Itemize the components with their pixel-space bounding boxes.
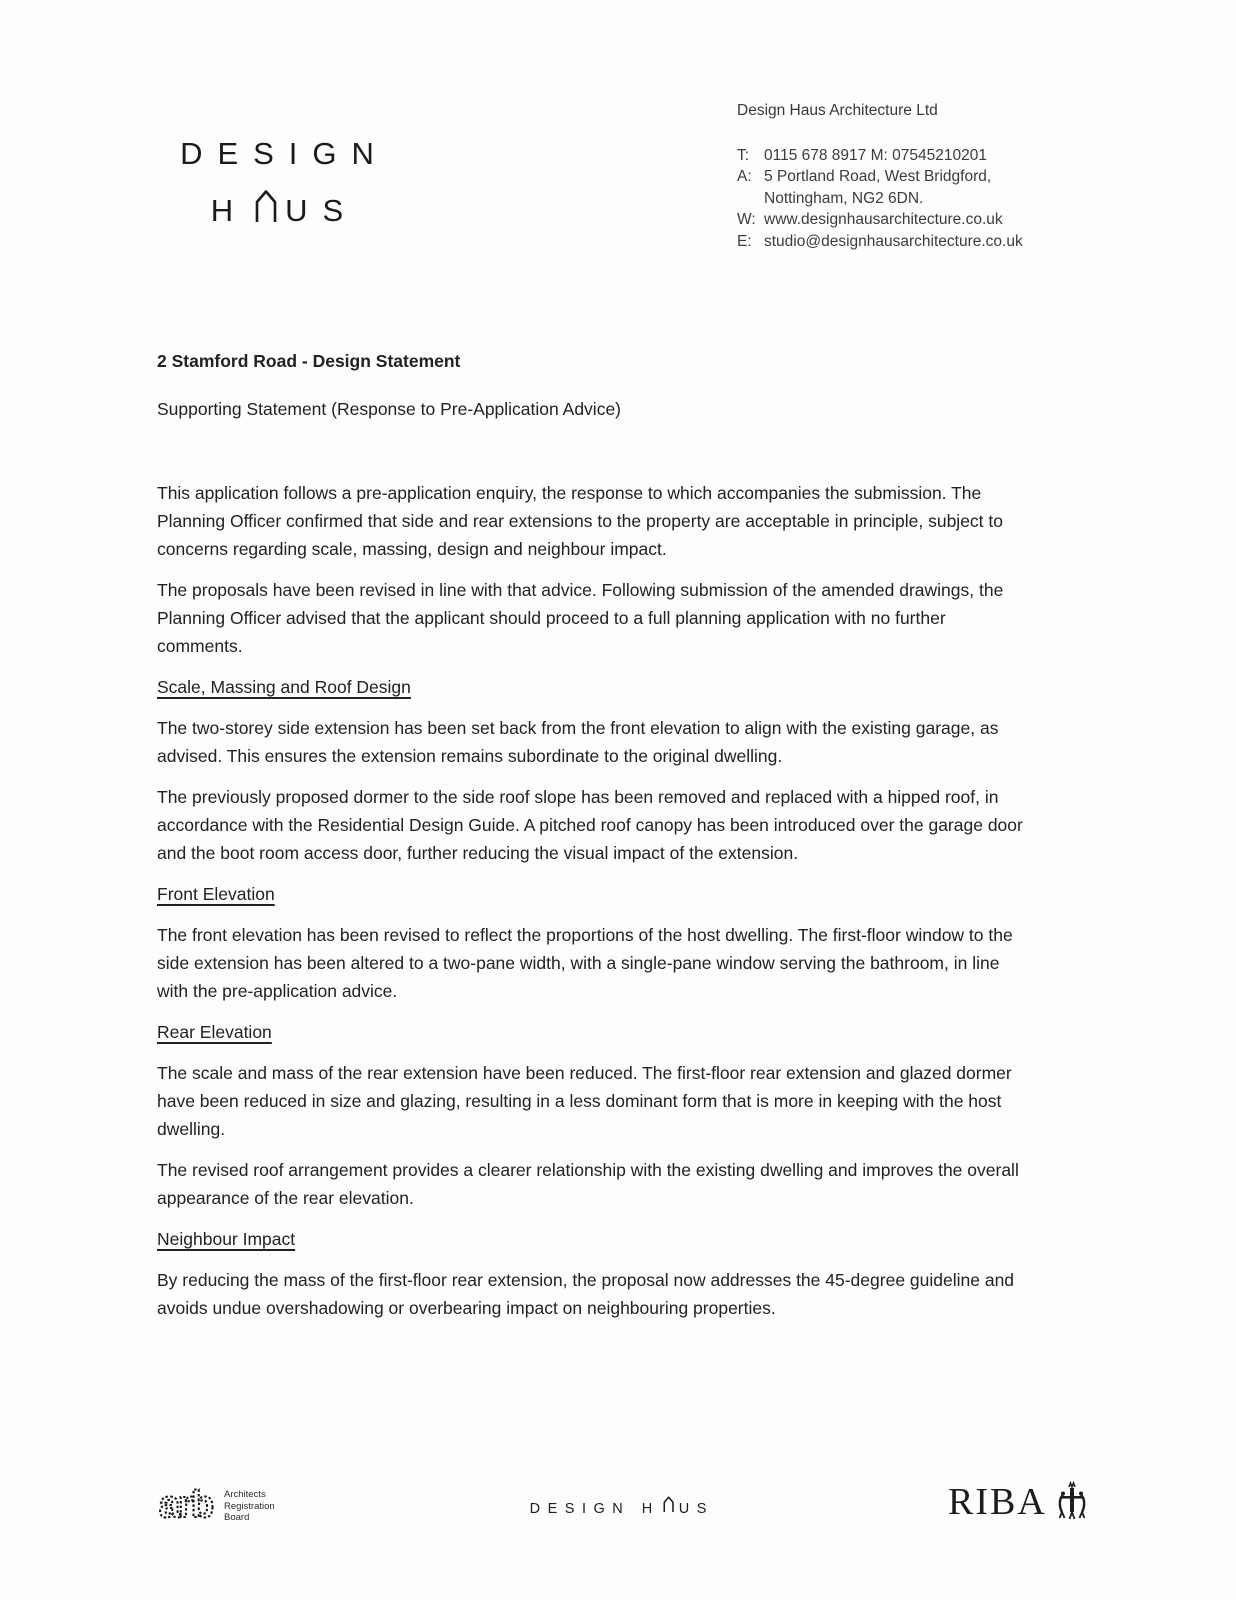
contact-label: T: bbox=[737, 146, 750, 164]
heading-front-elevation: Front Elevation bbox=[157, 884, 275, 904]
contact-block bbox=[737, 100, 1077, 252]
house-a-icon bbox=[663, 1496, 675, 1516]
email-address: studio@designhausarchitecture.co.uk bbox=[764, 232, 1023, 250]
arb-label-line-1: Architects bbox=[224, 1489, 266, 1500]
heading-neighbour-impact: Neighbour Impact bbox=[157, 1229, 296, 1249]
logo-letter-h: H bbox=[210, 193, 249, 228]
document-subtitle: Supporting Statement (Response to Pre-Application Advice) bbox=[157, 399, 622, 419]
roof-arrangement-paragraph: The revised roof arrangement provides a clearer relationship with the existing dwelling and improves the overall appearance of the rear elevation. bbox=[157, 1160, 1019, 1208]
contact-label: E: bbox=[737, 232, 752, 250]
riba-emblem-icon bbox=[1054, 1481, 1090, 1526]
front-elevation-paragraph: The front elevation has been revised to reflect the proportions of the host dwelling. The first-floor window to the side extension has been altered to a two-pane width, with a single-pane window serving the bathroom, in line with the pre-application advice. bbox=[157, 925, 1013, 1001]
logo-word-haus bbox=[210, 189, 359, 229]
contact-label: W: bbox=[737, 211, 756, 228]
dormer-paragraph: The previously proposed dormer to the side roof slope has been removed and replaced with a hipped roof, in accordance with the Residential Design Guide. A pitched roof canopy has been introduced over the garage door and the boot room access door, further reducing the visual impact of the extension. bbox=[157, 787, 1023, 863]
house-a-icon bbox=[254, 189, 278, 227]
address-line-1: 5 Portland Road, West Bridgford, bbox=[764, 168, 992, 185]
heading-rear-elevation: Rear Elevation bbox=[157, 1022, 272, 1042]
contact-line-phone bbox=[737, 145, 1077, 167]
intro-paragraph: This application follows a pre-application enquiry, the response to which accompanies the submission. The Planning Officer confirmed that side and rear extensions to the property are acceptable in principle, subject to concerns regarding scale, massing, design and neighbour impact. bbox=[157, 483, 1003, 559]
rear-elevation-paragraph: The scale and mass of the rear extension have been reduced. The first-floor rear extension and glazed dormer have been reduced in size and glazing, resulting in a less dominant form that is more in keeping with the host dwelling. bbox=[157, 1063, 1012, 1139]
riba-logo bbox=[948, 1477, 1090, 1526]
footer-design-haus-wordmark bbox=[529, 1496, 714, 1517]
design-haus-logo bbox=[157, 118, 397, 268]
riba-wordmark: RIBA bbox=[948, 1480, 1047, 1523]
website-url: www.designhausarchitecture.co.uk bbox=[764, 211, 1003, 228]
contact-line-address bbox=[737, 166, 1077, 188]
logo-letters-us: US bbox=[285, 193, 359, 228]
arb-label-line-3: Board bbox=[224, 1512, 250, 1523]
neighbour-impact-paragraph: By reducing the mass of the first-floor rear extension, the proposal now addresses the 45-degree guideline and avoids undue overshadowing or overbearing impact on neighbouring properties. bbox=[157, 1270, 1015, 1318]
svg-text:arb: arb bbox=[159, 1487, 213, 1523]
logo-word-design: DESIGN bbox=[180, 136, 389, 171]
arb-label-line-2: Registration bbox=[224, 1500, 275, 1512]
document-title: 2 Stamford Road - Design Statement bbox=[157, 351, 461, 371]
footer-wordmark-part-1: DESIGN H bbox=[529, 1501, 660, 1517]
arb-label bbox=[224, 1489, 275, 1524]
side-extension-paragraph: The two-storey side extension has been set back from the front elevation to align with the existing garage, as advised. This ensures the extension remains subordinate to the original dwelling. bbox=[157, 718, 999, 766]
document-body bbox=[157, 347, 1029, 1335]
contact-line-email bbox=[737, 231, 1077, 253]
company-name: Design Haus Architecture Ltd bbox=[737, 102, 938, 119]
address-line-2: Nottingham, NG2 6DN. bbox=[764, 189, 924, 207]
contact-line-address-2 bbox=[737, 188, 1077, 210]
heading-scale-massing-roof-design: Scale, Massing and Roof Design bbox=[157, 677, 411, 697]
contact-label: A: bbox=[737, 168, 752, 185]
footer-wordmark-part-2: US bbox=[678, 1501, 714, 1517]
proposals-revised-paragraph: The proposals have been revised in line with that advice. Following submission of the amended drawings, the Planning Officer advised that the applicant should proceed to a full planning application with no further comments. bbox=[157, 580, 1004, 656]
contact-line-website bbox=[737, 209, 1077, 231]
phone-numbers: 0115 678 8917 M: 07545210201 bbox=[764, 146, 987, 164]
arb-wordmark-icon bbox=[158, 1487, 214, 1528]
contact-label bbox=[737, 188, 764, 210]
arb-logo bbox=[158, 1487, 275, 1528]
